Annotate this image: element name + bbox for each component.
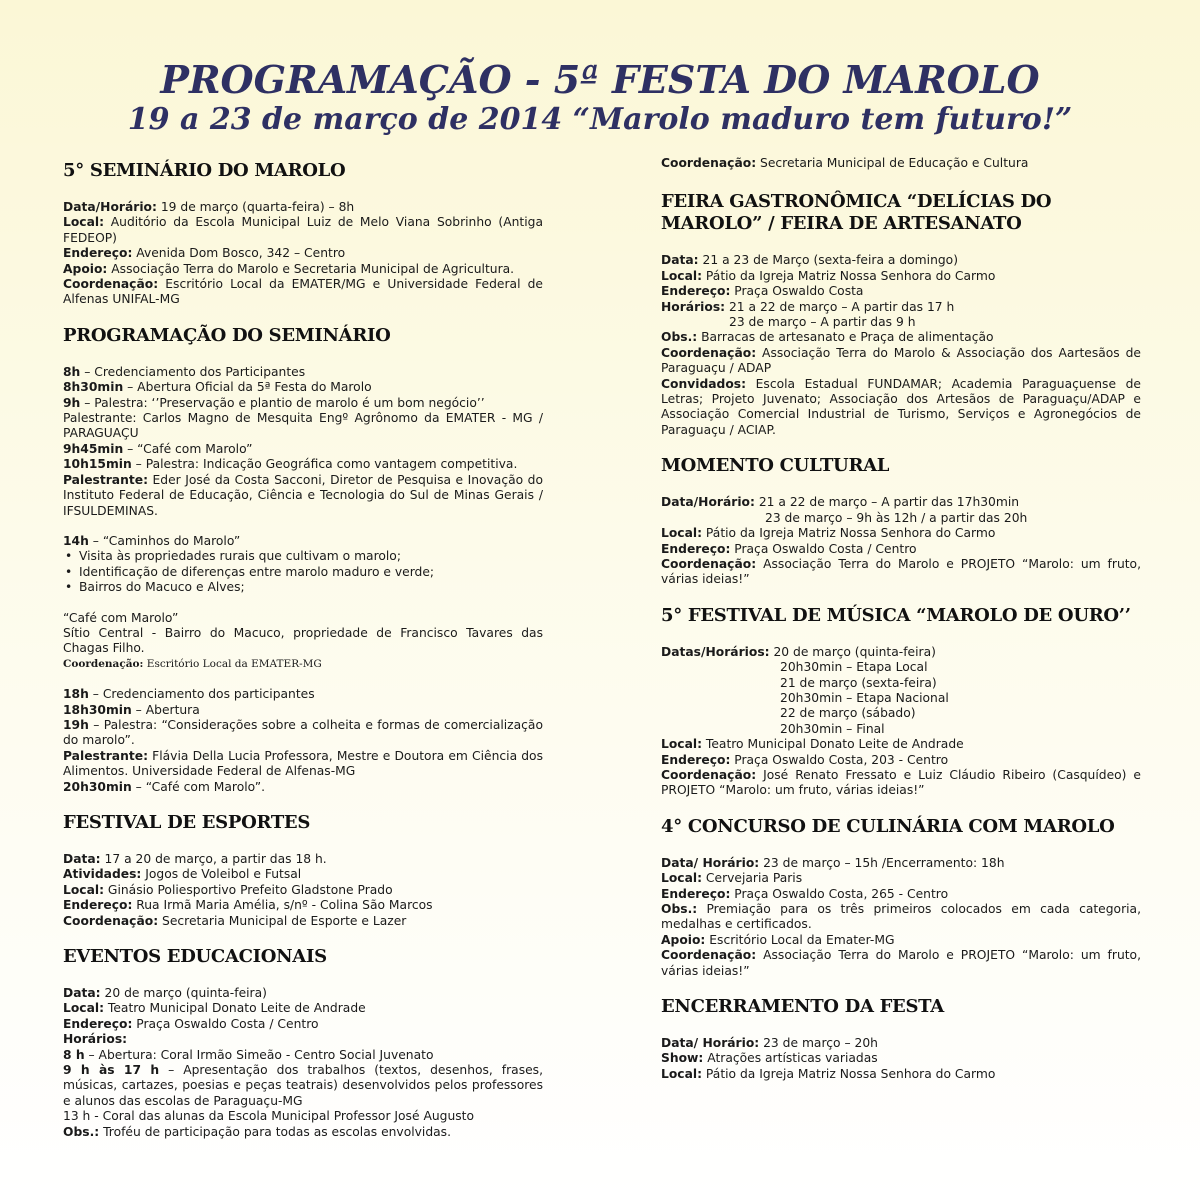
section-cultural: MOMENTO CULTURAL Data/Horário: 21 a 22 de março – A partir das 17h30min 23 de março – 9h às 12h / a partir das 20h Local: Pátio da Igreja Matriz Nossa Senhora do Carmo Endereço: Praça Oswaldo Costa / Centro Coordenação: Associação Terra do Marolo e PROJETO “Marolo: um fruto, várias ideias!” bbox=[661, 455, 1141, 587]
section-culinaria: 4° CONCURSO DE CULINÁRIA COM MAROLO Data/ Horário: 23 de março – 15h /Encerramento: 18h Local: Cervejaria Paris Endereço: Praça Oswaldo Costa, 265 - Centro Obs.: Premiação para os três primeiros colocados em cada categoria, medalhas e certificados. Apoio: Escritório Local da Emater-MG Coordenação: Associação Terra do Marolo e PROJETO “Marolo: um fruto, várias ideias!” bbox=[661, 815, 1141, 978]
section-feira: FEIRA GASTRONÔMICA “DELÍCIAS DO MAROLO” / FEIRA DE ARTESANATO Data: 21 a 23 de Março (sexta-feira a domingo) Local: Pátio da Igreja Matriz Nossa Senhora do Carmo Endereço: Praça Oswaldo Costa Horários: 21 a 22 de março – A partir das 17 h 23 de março – A partir das 9 h Obs.: Barracas de artesanato e Praça de alimentação Coordenação: Associação Terra do Marolo & Associação dos Aartesãos de Paraguaçu / ADAP Convidados: Escola Estadual FUNDAMAR; Academia Paraguaçuense de Letras; Projeto Juvenato; Associação dos Artesãos de Paraguaçu/ADAP e Associação Comercial Industrial de Turismo, Serviços e Agronegócios de Paraguaçu / ACIAP. bbox=[661, 191, 1141, 437]
section-encerramento: ENCERRAMENTO DA FESTA Data/ Horário: 23 de março – 20h Show: Atrações artísticas variadas Local: Pátio da Igreja Matriz Nossa Senhora do Carmo bbox=[661, 996, 1141, 1082]
section-heading: PROGRAMAÇÃO DO SEMINÁRIO bbox=[63, 324, 391, 346]
section-heading: 5° SEMINÁRIO DO MAROLO bbox=[63, 160, 346, 181]
right-column bbox=[661, 156, 1141, 1099]
section-educacionais-coord: Coordenação: Secretaria Municipal de Educação e Cultura bbox=[661, 156, 1029, 170]
section-festival: 5° FESTIVAL DE MÚSICA “MAROLO DE OURO’’ Datas/Horários: 20 de março (quinta-feira) 20h30min – Etapa Local 21 de março (sexta-feira) 20h30min – Etapa Nacional 22 de março (sábado) 20h30min – Final Local: Teatro Municipal Donato Leite de Andrade Endereço: Praça Oswaldo Costa, 203 - Centro Coordenação: José Renato Fressato e Luiz Cláudio Ribeiro (Casquídeo) e PROJETO “Marolo: um fruto, várias ideias!” bbox=[661, 604, 1141, 798]
section-seminario: 5° SEMINÁRIO DO MAROLO Data/Horário: 19 de março (quarta-feira) – 8h Local: Auditório da Escola Municipal Luiz de Melo Viana Sobrinho (Antiga FEDEOP) Endereço: Avenida Dom Bosco, 342 – Centro Apoio: Associação Terra do Marolo e Secretaria Municipal de Agricultura. Coordenação: Escritório Local da EMATER/MG e Universidade Federal de Alfenas UNIFAL-MG bbox=[63, 160, 543, 307]
page-title: PROGRAMAÇÃO - 5ª FESTA DO MAROLO bbox=[160, 57, 1040, 102]
left-column bbox=[63, 160, 543, 1157]
bullet-list bbox=[63, 549, 543, 595]
list-item: • Visita às propriedades rurais que cultivam o marolo; bbox=[79, 549, 543, 564]
page-subtitle: 19 a 23 de março de 2014 “Marolo maduro tem futuro!” bbox=[127, 102, 1073, 137]
section-heading: 5° FESTIVAL DE MÚSICA “MAROLO DE OURO’’ bbox=[661, 604, 1131, 626]
list-item: • Bairros do Macuco e Alves; bbox=[79, 580, 543, 595]
section-esportes: FESTIVAL DE ESPORTES Data: 17 a 20 de março, a partir das 18 h. Atividades: Jogos de Voleibol e Futsal Local: Ginásio Poliesportivo Prefeito Gladstone Prado Endereço: Rua Irmã Maria Amélia, s/nº - Colina São Marcos Coordenação: Secretaria Municipal de Esporte e Lazer bbox=[63, 812, 543, 929]
section-programacao: PROGRAMAÇÃO DO SEMINÁRIO 8h – Credenciamento dos Participantes 8h30min – Abertura Oficial da 5ª Festa do Marolo 9h – Palestra: ‘’Preservação e plantio de marolo é um bom negócio’’ Palestrante: Carlos Magno de Mesquita Engº Agrônomo da EMATER - MG / PARAGUAÇU 9h45min – “Café com Marolo” 10h15min – Palestra: Indicação Geográfica como vantagem competitiva. Palestrante: Eder José da Costa Sacconi, Diretor de Pesquisa e Inovação do Instituto Federal de Educação, Ciência e Tecnologia do Sul de Minas Gerais / IFSULDEMINAS. 14h – “Caminhos do Marolo” • Visita às propriedades rurais que cultivam o marolo; • Identificação de diferenças entre marolo maduro e verde; • Bairros do Macuco e Alves; “Café com Marolo” Sítio Central - Bairro do Macuco, propriedade de Francisco Tavares das Chagas Filho. Coordenação: Escritório Local da EMATER-MG 18h – Credenciamento dos participantes 18h30min – Abertura 19h – Palestra: “Considerações sobre a colheita e formas de comercialização do marolo”. Palestrante: Flávia Della Lucia Professora, Mestre e Doutora em Ciência dos Alimentos. Universidade Federal de Alfenas-MG 20h30min – “Café com Marolo”. bbox=[63, 325, 543, 795]
section-heading: FESTIVAL DE ESPORTES bbox=[63, 812, 311, 833]
section-heading: 4° CONCURSO DE CULINÁRIA COM MAROLO bbox=[661, 815, 1115, 837]
section-heading: EVENTOS EDUCACIONAIS bbox=[63, 946, 327, 968]
list-item: • Identificação de diferenças entre marolo maduro e verde; bbox=[79, 565, 543, 580]
section-heading: FEIRA GASTRONÔMICA “DELÍCIAS DO MAROLO” / FEIRA DE ARTESANATO bbox=[661, 191, 1052, 235]
section-educacionais: EVENTOS EDUCACIONAIS Data: 20 de março (quinta-feira) Local: Teatro Municipal Donato Leite de Andrade Endereço: Praça Oswaldo Costa / Centro Horários: 8 h – Abertura: Coral Irmão Simeão - Centro Social Juvenato 9 h às 17 h – Apresentação dos trabalhos (textos, desenhos, frases, músicas, cartazes, poesias e peças teatrais) desenvolvidos pelos professores e alunos das escolas de Paraguaçu-MG 13 h - Coral das alunas da Escola Municipal Professor José Augusto Obs.: Troféu de participação para todas as escolas envolvidas. bbox=[63, 946, 543, 1139]
section-heading: MOMENTO CULTURAL bbox=[661, 455, 890, 477]
section-heading: ENCERRAMENTO DA FESTA bbox=[661, 996, 944, 1018]
header bbox=[0, 58, 1200, 138]
